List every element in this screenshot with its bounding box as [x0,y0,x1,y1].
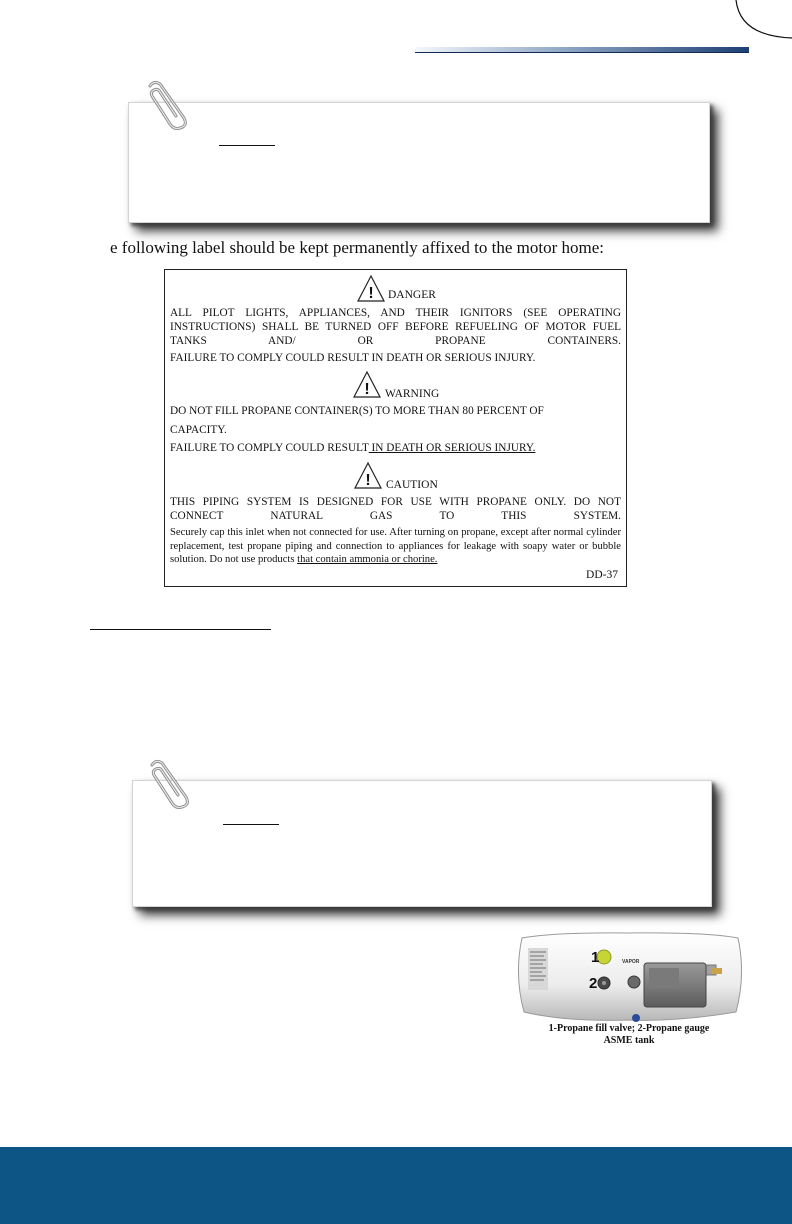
svg-text:!: ! [368,285,374,302]
photo-vapor-text: VAPOR [622,959,640,965]
header-rule [415,47,749,52]
note-heading-underline [223,824,279,825]
label-code: DD-37 [586,569,618,581]
note-box-1 [128,102,710,223]
footer-bar [0,1147,792,1224]
svg-text:!: ! [365,472,371,489]
intro-sentence: e following label should be kept permanently affixed to the motor home: [110,238,604,257]
photo-marker-2: 2 [589,975,598,992]
caution-instructions [170,526,621,567]
warning-consequence-underlined: IN DEATH OR SERIOUS INJURY. [368,442,536,454]
caution-body: THIS PIPING SYSTEM IS DESIGNED FOR USE WITH PROPANE ONLY. DO NOT CONNECT NATURAL GAS TO THIS SYSTEM. [170,496,621,522]
caution-instructions-underlined: that contain ammonia or chorine. [297,554,438,565]
danger-triangle-icon [356,274,386,304]
warning-consequence [170,441,621,455]
paperclip-icon [142,757,194,813]
propane-warning-label [164,269,627,587]
danger-heading: DANGER [388,289,436,301]
svg-text:!: ! [364,381,370,398]
paperclip-icon [140,78,192,134]
section-heading-underline [90,629,271,630]
caution-triangle-icon [353,461,383,491]
caution-instructions-plain: Securely cap this inlet when not connected for use. After turning on propane, except after normal cylinder replacement, test propane piping and connection to appliances for leakage with soapy water or bubble solution. Do not use products [170,527,621,565]
note-heading-underline [219,145,275,146]
photo-marker-1: 1 [591,949,600,966]
photo-caption-line1: 1-Propane fill valve; 2-Propane gauge [548,1023,710,1034]
warning-consequence-plain: FAILURE TO COMPLY COULD RESULT [170,442,369,454]
danger-consequence: FAILURE TO COMPLY COULD RESULT IN DEATH OR SERIOUS INJURY. [170,352,536,364]
note-box-2 [132,780,712,907]
warning-body-line2: CAPACITY. [170,424,227,436]
propane-tank-photo [516,930,742,1025]
photo-caption [516,1023,742,1047]
warning-heading: WARNING [385,388,440,400]
danger-body: ALL PILOT LIGHTS, APPLIANCES, AND THEIR IGNITORS (SEE OPERATING INSTRUCTIONS) SHALL BE TURNED OFF BEFORE REFUELING OF MOTOR FUEL TANKS AND/ OR PROPANE CONTAINERS. [170,307,621,347]
warning-body-line1: DO NOT FILL PROPANE CONTAINER(S) TO MORE THAN 80 PERCENT OF [170,405,544,417]
photo-caption-line2: ASME tank [603,1035,655,1046]
warning-triangle-icon [352,370,382,400]
corner-arc-decoration [732,0,792,44]
caution-heading: CAUTION [386,479,438,491]
